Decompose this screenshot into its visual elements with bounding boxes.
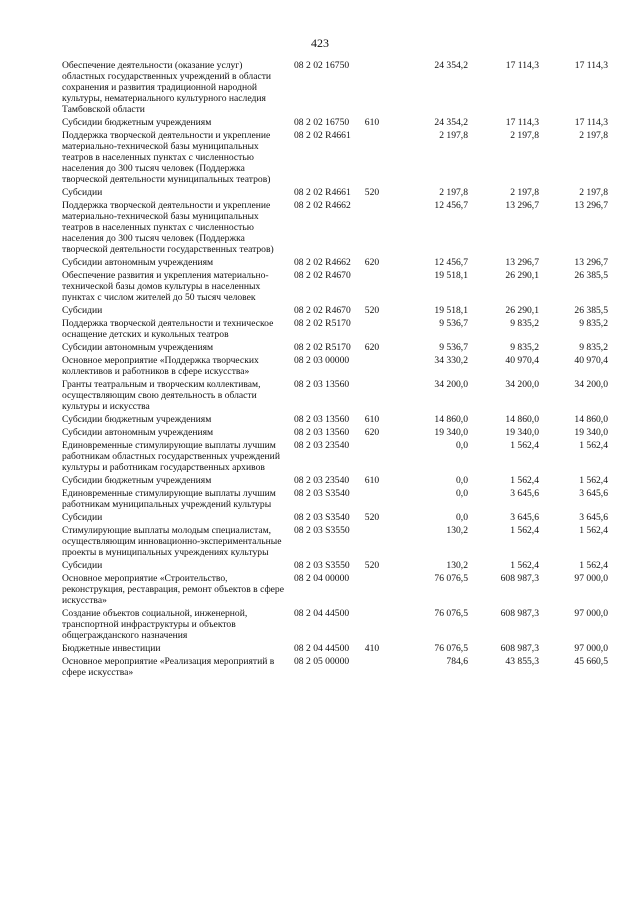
- row-code: 08 2 05 00000: [294, 656, 350, 667]
- row-value-3: 1 562,4: [579, 440, 608, 451]
- row-name: Основное мероприятие «Реализация мероприятий в сфере искусства»: [62, 656, 275, 678]
- row-name: Основное мероприятие «Строительство, реконструкция, реставрация, ремонт объектов в сфере искусства»: [62, 573, 284, 606]
- row-value-3: 9 835,2: [579, 342, 608, 353]
- row-value-2: 3 645,6: [510, 488, 539, 499]
- row-vr: [360, 318, 384, 342]
- row-value-3: 2 197,8: [579, 187, 608, 198]
- row-vr: [360, 60, 384, 117]
- row-value-1: 2 197,8: [439, 130, 468, 141]
- row-value-1: 19 518,1: [434, 305, 468, 316]
- row-name: Стимулирующие выплаты молодым специалистам, осуществляющим инновационно-экспериментальные проекты в муниципальных учреждениях культуры: [62, 525, 282, 558]
- row-name: Обеспечение деятельности (оказание услуг) областных государственных учреждений в области сохранения и развития традиционной народной культуры, нематериального культурного наследия Тамбовской области: [62, 60, 272, 115]
- row-name: Субсидии бюджетным учреждениям: [62, 414, 212, 425]
- row-name: Единовременные стимулирующие выплаты лучшим работникам муниципальных учреждений культуры: [62, 488, 276, 510]
- row-name: Поддержка творческой деятельности и укрепление материально-технической базы муниципальных театров в населенных пунктах с численностью населения до 300 тысяч человек (Поддержка творческой деятельности муниципальных театров): [62, 130, 271, 185]
- table-row: [62, 414, 608, 427]
- row-value-3: 3 645,6: [579, 488, 608, 499]
- row-value-1: 784,6: [446, 656, 468, 667]
- row-value-3: 13 296,7: [574, 200, 608, 211]
- row-vr: [360, 488, 384, 512]
- budget-table-body: [62, 60, 608, 680]
- row-vr: 520: [364, 187, 380, 198]
- table-row: [62, 525, 608, 560]
- row-value-2: 40 970,4: [505, 355, 539, 366]
- row-name: Поддержка творческой деятельности и укрепление материально-технической базы муниципальных театров в населенных пунктах с численностью населения до 300 тысяч человек (Поддержка творческой деятельности государственных театров): [62, 200, 274, 255]
- row-code: 08 2 04 44500: [294, 608, 350, 619]
- row-value-1: 12 456,7: [434, 257, 468, 268]
- row-name: Субсидии: [62, 305, 103, 316]
- row-value-1: 24 354,2: [434, 117, 468, 128]
- row-value-3: 19 340,0: [574, 427, 608, 438]
- table-row: [62, 379, 608, 414]
- row-code: 08 2 03 23540: [294, 475, 350, 486]
- table-row: [62, 488, 608, 512]
- row-value-3: 14 860,0: [574, 414, 608, 425]
- row-value-1: 34 200,0: [434, 379, 468, 390]
- row-name: Единовременные стимулирующие выплаты лучшим работникам областных государственных учреждений культуры и работникам государственных архивов: [62, 440, 280, 473]
- row-value-2: 2 197,8: [510, 130, 539, 141]
- row-value-3: 97 000,0: [574, 608, 608, 619]
- row-value-3: 17 114,3: [574, 60, 608, 71]
- table-row: [62, 187, 608, 200]
- row-vr: 610: [364, 414, 380, 425]
- row-vr: [360, 440, 384, 475]
- row-vr: [360, 656, 384, 680]
- table-row: [62, 117, 608, 130]
- row-code: 08 2 03 23540: [294, 440, 350, 451]
- table-row: [62, 200, 608, 257]
- budget-table: [62, 60, 608, 680]
- row-value-1: 130,2: [446, 560, 468, 571]
- row-vr: 520: [364, 512, 380, 523]
- row-code: 08 2 02 R4661: [294, 187, 351, 198]
- table-row: [62, 560, 608, 573]
- row-value-1: 12 456,7: [434, 200, 468, 211]
- table-row: [62, 355, 608, 379]
- row-code: 08 2 02 R4670: [294, 305, 351, 316]
- row-value-1: 19 340,0: [434, 427, 468, 438]
- row-value-3: 2 197,8: [579, 130, 608, 141]
- row-value-2: 1 562,4: [510, 440, 539, 451]
- row-vr: [360, 270, 384, 305]
- row-value-3: 40 970,4: [574, 355, 608, 366]
- row-code: 08 2 03 S3550: [294, 560, 350, 571]
- row-value-1: 130,2: [446, 525, 468, 536]
- row-vr: 520: [364, 305, 380, 316]
- row-name: Субсидии автономным учреждениям: [62, 342, 214, 353]
- row-name: Субсидии автономным учреждениям: [62, 427, 214, 438]
- row-value-3: 13 296,7: [574, 257, 608, 268]
- row-name: Бюджетные инвестиции: [62, 643, 161, 654]
- row-vr: 520: [364, 560, 380, 571]
- row-vr: 620: [364, 257, 380, 268]
- row-value-2: 14 860,0: [505, 414, 539, 425]
- row-value-3: 1 562,4: [579, 560, 608, 571]
- table-row: [62, 608, 608, 643]
- row-vr: 620: [364, 427, 380, 438]
- row-value-1: 19 518,1: [434, 270, 468, 281]
- row-value-1: 0,0: [456, 440, 468, 451]
- row-value-1: 14 860,0: [434, 414, 468, 425]
- row-vr: [360, 573, 384, 608]
- row-value-3: 26 385,5: [574, 270, 608, 281]
- page-number: 423: [311, 36, 329, 50]
- row-name: Основное мероприятие «Поддержка творческих коллективов и работников в сфере искусства»: [62, 355, 259, 377]
- row-value-2: 9 835,2: [510, 318, 539, 329]
- table-row: [62, 512, 608, 525]
- row-value-2: 34 200,0: [505, 379, 539, 390]
- row-value-3: 1 562,4: [579, 525, 608, 536]
- row-code: 08 2 03 S3540: [294, 488, 350, 499]
- row-code: 08 2 03 13560: [294, 379, 350, 390]
- row-value-1: 34 330,2: [434, 355, 468, 366]
- row-vr: [360, 200, 384, 257]
- row-code: 08 2 02 R4661: [294, 130, 351, 141]
- table-row: [62, 257, 608, 270]
- row-code: 08 2 02 16750: [294, 60, 350, 71]
- row-code: 08 2 03 S3550: [294, 525, 350, 536]
- row-value-2: 608 987,3: [500, 608, 539, 619]
- row-name: Поддержка творческой деятельности и техническое оснащение детских и кукольных театров: [62, 318, 274, 340]
- row-code: 08 2 03 13560: [294, 427, 350, 438]
- row-code: 08 2 02 R5170: [294, 318, 351, 329]
- row-name: Субсидии автономным учреждениям: [62, 257, 214, 268]
- row-name: Субсидии: [62, 187, 103, 198]
- row-value-3: 97 000,0: [574, 643, 608, 654]
- table-row: [62, 643, 608, 656]
- row-value-3: 97 000,0: [574, 573, 608, 584]
- table-row: [62, 270, 608, 305]
- row-vr: [360, 379, 384, 414]
- table-row: [62, 427, 608, 440]
- row-value-2: 19 340,0: [505, 427, 539, 438]
- table-row: [62, 475, 608, 488]
- table-row: [62, 60, 608, 117]
- row-code: 08 2 04 00000: [294, 573, 350, 584]
- row-value-2: 608 987,3: [500, 573, 539, 584]
- row-value-1: 0,0: [456, 475, 468, 486]
- row-value-1: 2 197,8: [439, 187, 468, 198]
- row-value-2: 608 987,3: [500, 643, 539, 654]
- row-value-2: 3 645,6: [510, 512, 539, 523]
- row-value-1: 24 354,2: [434, 60, 468, 71]
- row-code: 08 2 04 44500: [294, 643, 350, 654]
- row-value-1: 76 076,5: [434, 608, 468, 619]
- row-value-2: 1 562,4: [510, 475, 539, 486]
- row-name: Субсидии бюджетным учреждениям: [62, 117, 212, 128]
- row-value-2: 26 290,1: [505, 305, 539, 316]
- row-vr: 610: [364, 475, 380, 486]
- row-value-1: 9 536,7: [439, 318, 468, 329]
- row-value-1: 0,0: [456, 488, 468, 499]
- row-value-3: 45 660,5: [574, 656, 608, 667]
- table-row: [62, 342, 608, 355]
- row-value-3: 9 835,2: [579, 318, 608, 329]
- table-row: [62, 130, 608, 187]
- row-code: 08 2 03 13560: [294, 414, 350, 425]
- table-row: [62, 656, 608, 680]
- row-value-2: 1 562,4: [510, 525, 539, 536]
- row-name: Гранты театральным и творческим коллективам, осуществляющим свою деятельность в области культуры и искусства: [62, 379, 261, 412]
- row-vr: 610: [364, 117, 380, 128]
- row-value-1: 0,0: [456, 512, 468, 523]
- row-value-3: 1 562,4: [579, 475, 608, 486]
- row-code: 08 2 02 R5170: [294, 342, 351, 353]
- row-code: 08 2 03 00000: [294, 355, 350, 366]
- row-vr: [360, 355, 384, 379]
- row-value-2: 17 114,3: [505, 60, 539, 71]
- table-row: [62, 573, 608, 608]
- row-value-1: 76 076,5: [434, 643, 468, 654]
- row-name: Создание объектов социальной, инженерной, транспортной инфраструктуры и объектов общегражданского назначения: [62, 608, 248, 641]
- table-row: [62, 305, 608, 318]
- row-value-3: 26 385,5: [574, 305, 608, 316]
- row-value-2: 26 290,1: [505, 270, 539, 281]
- row-value-1: 9 536,7: [439, 342, 468, 353]
- row-code: 08 2 02 R4670: [294, 270, 351, 281]
- row-value-2: 2 197,8: [510, 187, 539, 198]
- row-code: 08 2 02 R4662: [294, 200, 351, 211]
- row-value-3: 17 114,3: [574, 117, 608, 128]
- row-value-2: 1 562,4: [510, 560, 539, 571]
- row-name: Субсидии: [62, 512, 103, 523]
- row-code: 08 2 02 R4662: [294, 257, 351, 268]
- row-value-2: 9 835,2: [510, 342, 539, 353]
- row-name: Субсидии бюджетным учреждениям: [62, 475, 212, 486]
- row-vr: [360, 525, 384, 560]
- row-value-3: 3 645,6: [579, 512, 608, 523]
- row-value-2: 17 114,3: [505, 117, 539, 128]
- table-row: [62, 318, 608, 342]
- row-value-2: 13 296,7: [505, 257, 539, 268]
- row-name: Субсидии: [62, 560, 103, 571]
- row-vr: [360, 130, 384, 187]
- row-value-2: 43 855,3: [505, 656, 539, 667]
- row-code: 08 2 02 16750: [294, 117, 350, 128]
- row-value-3: 34 200,0: [574, 379, 608, 390]
- row-vr: 620: [364, 342, 380, 353]
- table-row: [62, 440, 608, 475]
- row-value-1: 76 076,5: [434, 573, 468, 584]
- row-vr: 410: [364, 643, 380, 654]
- row-code: 08 2 03 S3540: [294, 512, 350, 523]
- row-vr: [360, 608, 384, 643]
- row-name: Обеспечение развития и укрепления материально-технической базы домов культуры в населенных пунктах с числом жителей до 50 тысяч человек: [62, 270, 269, 303]
- row-value-2: 13 296,7: [505, 200, 539, 211]
